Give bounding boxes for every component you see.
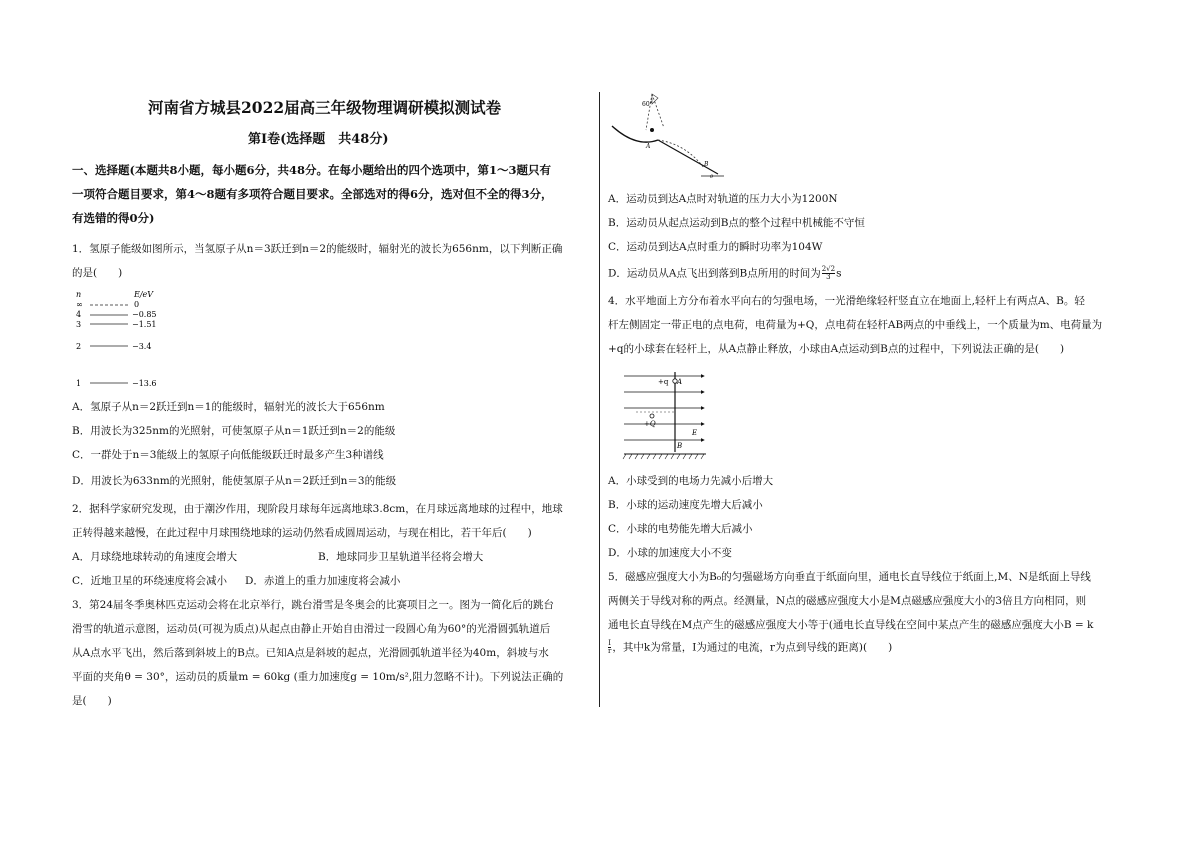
svg-text:∞: ∞ (76, 300, 83, 309)
small-q-label: +q (658, 378, 669, 386)
q2-option-c: C．近地卫星的环绕速度将会减小 (72, 575, 228, 587)
point-b-label: B (704, 161, 709, 168)
svg-text:3: 3 (76, 320, 82, 329)
q1-option-c: C．一群处于n＝3能级上的氢原子向低能级跃迁时最多产生3种谱线 (72, 449, 384, 461)
q2-stem-line2: 正转得越来越慢，在此过程中月球围绕地球的运动仍然看成圆周运动，与现在相比，若干年后( ) (72, 527, 532, 539)
point-a-label: A (646, 143, 651, 150)
q5-fraction-denominator: r (608, 647, 612, 655)
energy-level-diagram (74, 285, 194, 395)
q3-d-fraction-numerator: 2√2 (821, 265, 836, 273)
level-1 (76, 379, 157, 388)
q1-option-b: B．用波长为325nm的光照射，可使氢原子从n＝1跃迁到n＝2的能级 (72, 425, 396, 437)
electric-field-figure (620, 368, 720, 464)
q5-stem-line3: 通电长直导线在M点产生的磁感应强度大小等于(通电长直导线在空间中某点产生的磁感应强度大小B = k (608, 619, 1094, 631)
q2-option-b: B．地球同步卫星轨道半径将会增大 (318, 551, 484, 563)
svg-text:−0.85: −0.85 (132, 310, 157, 319)
q4-option-b: B．小球的运动速度先增大后减小 (608, 499, 763, 511)
svg-text:2: 2 (76, 342, 82, 351)
exam-subtitle: 第Ⅰ卷(选择题 共48分) (248, 132, 389, 147)
q3-stem-line1: 3．第24届冬季奥林匹克运动会将在北京举行，跳台滑雪是冬奥会的比赛项目之一。图为一简化后的跳台 (72, 599, 555, 611)
q3-stem-line4: 平面的夹角θ = 30°，运动员的质量m = 60kg (重力加速度g = 10m/s²,阻力忽略不计)。下列说法正确的 (72, 671, 564, 683)
svg-text:1: 1 (76, 379, 82, 388)
q3-stem-line5: 是( ) (72, 695, 112, 707)
point-b-label-e: B (677, 442, 683, 450)
svg-text:−1.51: −1.51 (132, 320, 157, 329)
q3-option-d: D．运动员从A点飞出到落到B点所用的时间为 $\frac{2√2}{3}$ s (608, 265, 842, 281)
column-divider (599, 92, 600, 707)
field-e-label: E (692, 429, 698, 437)
section-instructions-line3: 有选错的得0分) (72, 211, 155, 225)
q1-option-d: D．用波长为633nm的光照射，能使氢原子从n＝2跃迁到n＝3的能级 (72, 475, 397, 487)
q3-stem-line3: 从A点水平飞出，然后落到斜坡上的B点。已知A点是斜坡的起点，光滑圆弧轨道半径为40m，斜坡与水 (72, 647, 549, 659)
q3-stem-line2: 滑雪的轨道示意图，运动员(可视为质点)从起点由静止开始自由滑过一段圆心角为60°的光滑圆弧轨道后 (72, 623, 551, 635)
section-instructions-line2: 一项符合题目要求，第4～8题有多项符合题目要求。全部选对的得6分，选对但不全的得3分， (72, 187, 553, 201)
q3-option-a: A．运动员到达A点时对轨道的压力大小为1200N (608, 193, 838, 205)
svg-text:−13.6: −13.6 (132, 379, 157, 388)
svg-text:0: 0 (134, 300, 140, 309)
q4-option-a: A．小球受到的电场力先减小后增大 (608, 475, 774, 487)
q4-option-d: D．小球的加速度大小不变 (608, 547, 732, 559)
level-inf (76, 300, 139, 309)
svg-text:−3.4: −3.4 (132, 342, 152, 351)
ski-jump-figure (606, 90, 724, 180)
q5-stem-line2: 两侧关于导线对称的两点。经测量，N点的磁感应强度大小是M点磁感应强度大小的3倍且方向相同，则 (608, 595, 1087, 607)
q2-option-d: D．赤道上的重力加速度将会减小 (245, 575, 401, 587)
section-instructions-line1: 一、选择题(本题共8小题，每小题6分，共48分。在每小题给出的四个选项中，第1～3题只有 (72, 163, 551, 177)
q3-d-fraction-denominator: 3 (826, 273, 831, 281)
q1-stem-line2: 的是( ) (72, 267, 123, 279)
q3-option-c: C．运动员到达A点时重力的瞬时功率为104W (608, 241, 823, 253)
q2-option-a: A．月球绕地球转动的角速度会增大 (72, 551, 238, 563)
q5-stem-line1: 5．磁感应强度大小为B₀的匀强磁场方向垂直于纸面向里，通电长直导线位于纸面上,M、N是纸面上导线 (608, 571, 1091, 583)
level-4 (76, 310, 157, 319)
q1-stem-line1: 1．氢原子能级如图所示，当氢原子从n＝3跃迁到n＝2的能级时，辐射光的波长为656nm，以下判断正确 (72, 243, 563, 255)
n-axis-label: n (76, 290, 82, 299)
e-axis-label: E/eV (134, 290, 154, 299)
level-2 (76, 342, 151, 351)
level-3 (76, 320, 157, 329)
q2-stem-line1: 2．据科学家研究发现，由于潮汐作用，现阶段月球每年远离地球3.8cm，在月球远离地球的过程中，地球 (72, 503, 563, 515)
big-q-label: +Q (644, 420, 656, 428)
q5-fraction-numerator: I (608, 639, 612, 647)
slope-angle-label: θ (710, 174, 714, 180)
svg-text:4: 4 (76, 310, 82, 319)
point-a-label-e: A (677, 378, 683, 386)
q1-option-a: A．氢原子从n＝2跃迁到n＝1的能级时，辐射光的波长大于656nm (72, 401, 385, 413)
q4-stem-line2: 杆左侧固定一带正电的点电荷，电荷量为+Q，点电荷在轻杆AB两点的中垂线上，一个质量为m、电荷量为 (608, 319, 1103, 331)
q3-option-b: B．运动员从起点运动到B点的整个过程中机械能不守恒 (608, 217, 865, 229)
q4-stem-line1: 4．水平地面上方分布着水平向右的匀强电场，一光滑绝缘轻杆竖直立在地面上,轻杆上有两点A、B。轻 (608, 295, 1085, 307)
q4-stem-line3: +q的小球套在轻杆上，从A点静止释放，小球由A点运动到B点的过程中，下列说法正确的是( ) (608, 343, 1065, 355)
exam-title: 河南省方城县2022届高三年级物理调研模拟测试卷 (148, 98, 502, 117)
arc-angle-label: 60° (642, 101, 653, 108)
q4-option-c: C．小球的电势能先增大后减小 (608, 523, 753, 535)
q5-stem-line4: $\frac{I}{r}$ ，其中k为常量，I为通过的电流，r为点到导线的距离)( ) (608, 639, 893, 655)
